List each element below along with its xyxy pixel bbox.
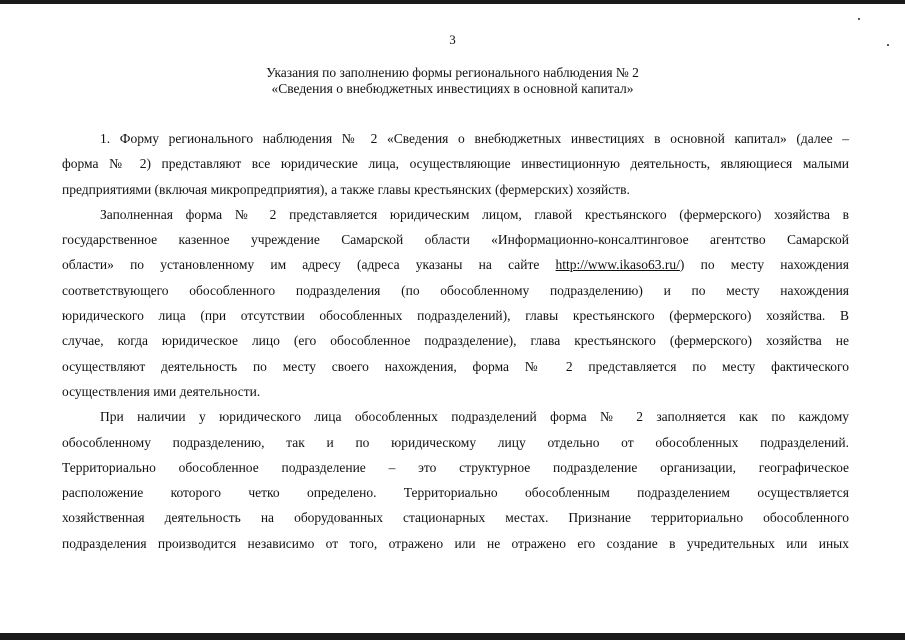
paragraph-line: юридического лица (при отсутствии обособленных подразделений), главы крестьянского (фермерского) хозяйства. В: [62, 308, 849, 324]
paragraph-line: При наличии у юридического лица обособленных подразделений форма № 2 заполняется как по каждому: [100, 409, 849, 425]
paragraph-3: [62, 404, 849, 556]
paragraph-line: обособленному подразделению, так и по юридическому лицу отдельно от обособленных подразделений.: [62, 434, 849, 450]
document-heading: [0, 65, 905, 97]
paragraph-1: [62, 126, 849, 202]
document-body: [62, 126, 849, 556]
paragraph-line: осуществления ими деятельности.: [62, 383, 261, 399]
paragraph-line: соответствующего обособленного подразделения (по обособленному подразделению) и по месту нахождения: [62, 282, 849, 298]
scan-speck: [858, 18, 860, 20]
paragraph-line: расположение которого четко определено. Территориально обособленным подразделением осуществляется: [62, 485, 849, 501]
paragraph-line: 1. Форму регионального наблюдения № 2 «Сведения о внебюджетных инвестициях в основной капитал» (далее –: [100, 131, 849, 146]
heading-line-2: «Сведения о внебюджетных инвестициях в основной капитал»: [271, 81, 634, 96]
paragraph-line: случае, когда юридическое лицо (его обособленное подразделение), глава крестьянского (фермерского) хозяйства не: [62, 333, 849, 349]
paragraph-line: осуществляют деятельность по месту своего нахождения, форма № 2 представляется по месту фактического: [62, 358, 849, 374]
paragraph-line: предприятиями (включая микропредприятия), а также главы крестьянских (фермерских) хозяйств.: [62, 181, 630, 197]
website-link[interactable]: http://www.ikaso63.ru/: [555, 257, 680, 273]
scan-edge-top: [0, 0, 905, 4]
paragraph-line: хозяйственная деятельность на оборудованных стационарных местах. Признание территориально обособленного: [62, 510, 849, 526]
text-run: ) по месту нахождения: [679, 257, 849, 273]
paragraph-line: Заполненная форма № 2 представляется юридическим лицом, главой крестьянского (фермерского) хозяйства в: [100, 206, 849, 222]
paragraph-line-with-link: [62, 252, 849, 277]
heading-line-1: Указания по заполнению формы регионального наблюдения № 2: [266, 65, 639, 80]
text-run: области» по установленному им адресу (адреса указаны на сайте: [62, 257, 556, 273]
paragraph-2: [62, 202, 849, 404]
paragraph-line: государственное казенное учреждение Самарской области «Информационно-консалтинговое агентство Самарской: [62, 232, 849, 248]
scan-edge-bottom: [0, 633, 905, 640]
page-number: 3: [449, 32, 456, 47]
paragraph-line: Территориально обособленное подразделение – это структурное подразделение организации, географическое: [62, 459, 849, 475]
paragraph-line: форма № 2) представляют все юридические лица, осуществляющие инвестиционную деятельность, являющиеся малыми: [62, 156, 849, 172]
paragraph-line: подразделения производится независимо от того, отражено или не отражено его создание в учредительных или иных: [62, 535, 849, 551]
